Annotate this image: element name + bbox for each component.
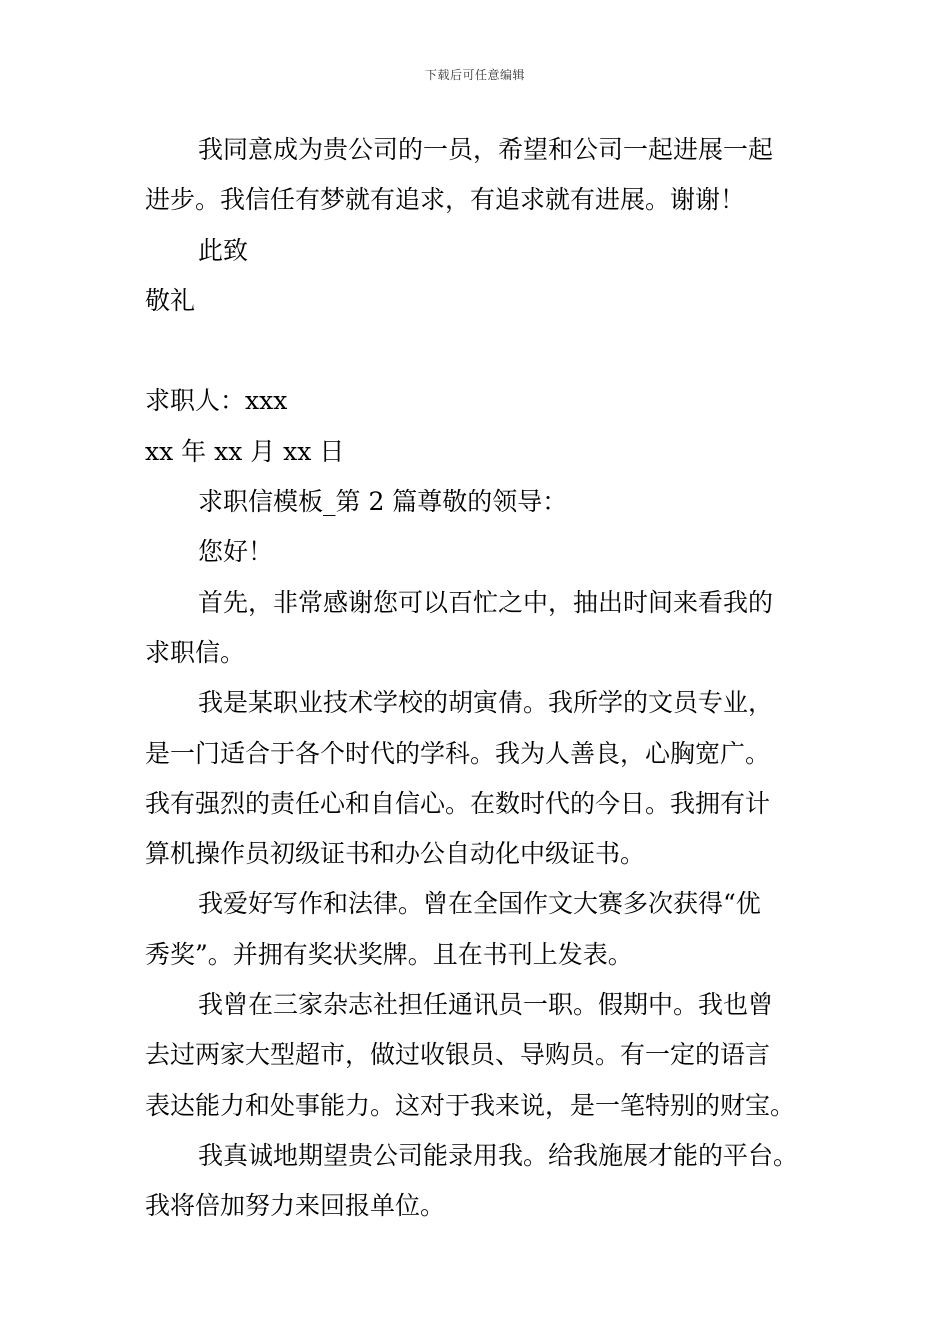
paragraph-line: 是一门适合于各个时代的学科。我为人善良，心胸宽广。	[145, 738, 771, 768]
page-header: 下载后可任意编辑	[424, 68, 525, 82]
paragraph-line: 去过两家大型超市，做过收银员、导购员。有一定的语言	[145, 1040, 771, 1070]
blank-line	[145, 326, 813, 376]
applicant-signature: 求职人：xxx	[145, 386, 288, 416]
document-body	[145, 125, 813, 1232]
greeting: 您好！	[198, 537, 274, 567]
paragraph-line: 我同意成为贵公司的一员，希望和公司一起进展一起	[198, 135, 774, 164]
section-title: 求职信模板_第 2 篇尊敬的领导：	[198, 487, 568, 517]
paragraph-line: 我有强烈的责任心和自信心。在数时代的今日。我拥有计	[145, 788, 771, 818]
paragraph-line: 表达能力和处事能力。这对于我来说，是一笔特别的财宝。	[145, 1090, 796, 1120]
paragraph-line: 首先，非常感谢您可以百忙之中，抽出时间来看我的	[198, 587, 774, 617]
signature-date: xx 年 xx 月 xx 日	[145, 436, 345, 466]
paragraph-line: 我将倍加努力来回报单位。	[145, 1191, 446, 1221]
paragraph-line: 求职信。	[145, 637, 246, 667]
paragraph-line: 我爱好写作和法律。曾在全国作文大赛多次获得“优	[198, 889, 761, 919]
paragraph-line: 我曾在三家杂志社担任通讯员一职。假期中。我也曾	[198, 990, 774, 1020]
closing-regards: 敬礼	[145, 285, 196, 315]
closing-salutation: 此致	[198, 235, 249, 265]
paragraph-line: 算机操作员初级证书和办公自动化中级证书。	[145, 839, 646, 869]
paragraph-line: 秀奖”。并拥有奖状奖牌。且在书刊上发表。	[145, 939, 633, 969]
paragraph-line: 我真诚地期望贵公司能录用我。给我施展才能的平台。	[198, 1140, 799, 1170]
paragraph-line: 我是某职业技术学校的胡寅倩。我所学的文员专业，	[198, 688, 774, 718]
paragraph-line: 进步。我信任有梦就有追求，有追求就有进展。谢谢！	[145, 185, 746, 215]
